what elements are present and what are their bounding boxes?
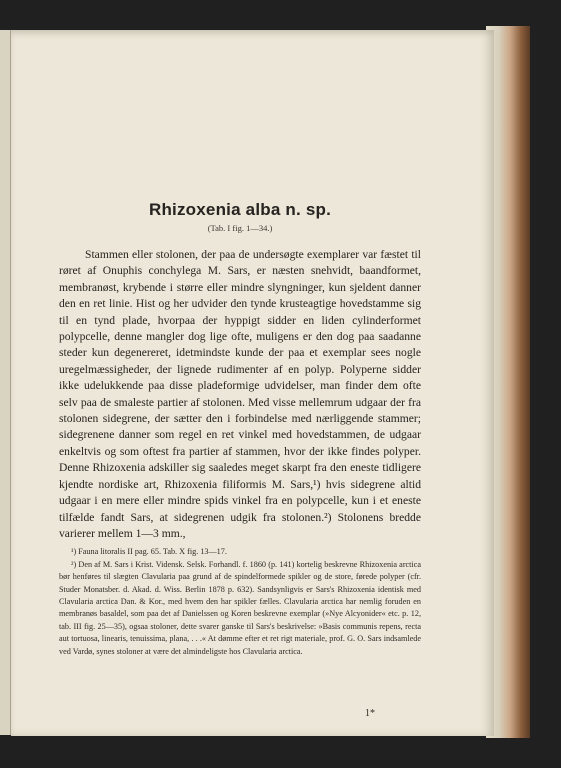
figure-reference: (Tab. I fig. 1—34.) — [207, 223, 273, 233]
previous-page-edge — [0, 30, 11, 735]
body-paragraph: Stammen eller stolonen, der paa de undersøgte exemplarer var fæstet til røret af Onuphis conchylega M. Sars, er næsten snehvidt, baandformet, membranøst, krybende i større eller mindre slyngninger, kun sjeldent danner den en ret linie. Hist og her udvider den tynde krusteagtige hovedstamme sig til en tynd plade, hvorpaa der hyppigt sidder en liden cylinderformet polypcelle, denne mangler dog lige ofte, muligens er den dog paa saadanne steder kun degenereret, idetmindste kunde der paa et exemplar sees nogle uregelmæssigheder, der lignede rudimenter af en polyp. Polyperne sidder ikke udelukkende paa disse pladeformige udvidelser, man finder dem ofte selv paa de smaleste partier af stolonen. Med visse mellemrum udgaar der fra stolonen sidegrene, der sætter den i forbindelse med nærliggende stammer; sidegrenene danner som regel en ret vinkel med hovedstammen, de udgaar enkeltvis og som oftest fra partier af stammen, hvor der ikke findes polyper. Denne Rhizoxenia adskiller sig saaledes meget skarpt fra den eneste tidligere kjendte nordiske art, Rhizoxenia filiformis M. Sars,¹) hvis sidegrene altid udgaar i en mere eller mindre spids vinkel fra en polypcelle, kun i et eneste tilfælde fandt Sars, at sidegrenen udgik fra stolonen.²) Stolonens bredde varierer mellem 1—3 mm., — [59, 248, 421, 540]
footnote-2: ²) Den af M. Sars i Krist. Vidensk. Selsk. Forhandl. f. 1860 (p. 141) kortelig beskrevne Rhizoxenia arctica bør henføres til slægten Clavularia paa grund af de spindelformede spikler og de store, førede polyper (cfr. Studer Monatsber. d. Akad. d. Wiss. Berlin 1878 p. 632). Sandsynligvis er Sars's Rhizoxenia identisk med Clavularia arctica Dan. & Kor., med hvem den har spikler fælles. Clavularia arctica har nemlig foruden en membranøs basaldel, som paa det af Danielssen og Koren beskrevne exemplar (»Nye Alcyonider« etc. p. 12, tab. III fig. 25—35), ogsaa stoloner, dette svarer ganske til Sars's beskrivelse: »Basis communis repens, recta aut tortuosa, linearis, tenuissima, plana, . . .« At dømme efter et ret rigt materiale, prof. G. O. Sars indsamlede ved Vardø, synes stoloner at være det almindeligste hos Clavularia arctica. — [59, 559, 421, 656]
page-number: 1* — [365, 708, 375, 719]
book-page — [11, 30, 494, 736]
section-title: Rhizoxenia alba n. sp. — [149, 200, 331, 219]
page-content — [59, 200, 421, 658]
footnote-1: ¹) Fauna litoralis II pag. 65. Tab. X fig. 13—17. — [71, 547, 227, 557]
